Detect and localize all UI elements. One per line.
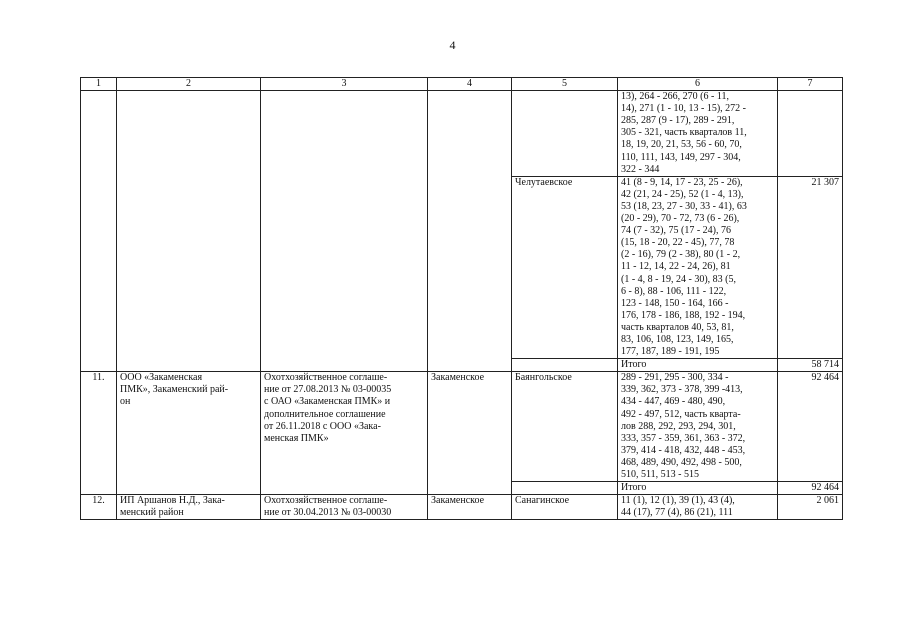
row-number-cell [81,91,117,372]
column-number: 4 [428,78,512,91]
quarters-cell: 11 (1), 12 (1), 39 (1), 43 (4), 44 (17), 77 (4), 86 (21), 111 [618,495,778,520]
forestry-cell [512,359,618,372]
area-cell: 21 307 [778,176,843,358]
quarters-cell: 13), 264 - 266, 270 (6 - 11, 14), 271 (1 - 10, 13 - 15), 272 - 285, 287 (9 - 17), 289 - 291, 305 - 321, часть кварталов 11, 18, 19, 20, 21, 53, 56 - 60, 70, 110, 111, 143, 149, 297 - 304, 322 - 344 [618,91,778,177]
district-cell: Закаменское [428,372,512,495]
agreement-cell: Охотхозяйственное соглаше- ние от 27.08.2013 № 03-00035 с ОАО «Закаменская ПМК» и дополнительное соглашение от 26.11.2018 с ООО «Зака- менская ПМК» [261,372,428,495]
column-number: 7 [778,78,843,91]
forestry-cell [512,482,618,495]
agreement-cell: Охотхозяйственное соглаше- ние от 30.04.2013 № 03-00030 [261,495,428,520]
total-area: 92 464 [778,482,843,495]
column-number: 2 [117,78,261,91]
column-number: 5 [512,78,618,91]
row-number-cell: 11. [81,372,117,495]
page-number: 4 [449,38,456,52]
row-number-cell: 12. [81,495,117,520]
area-cell: 2 061 [778,495,843,520]
table-row [81,495,843,520]
forestry-cell [512,91,618,177]
area-cell: 92 464 [778,372,843,482]
district-cell [428,91,512,372]
column-number-row [81,78,843,91]
hunting-grounds-table [80,77,843,520]
district-cell: Закаменское [428,495,512,520]
total-label: Итого [618,359,778,372]
forestry-cell: Челутаевское [512,176,618,358]
user-cell [117,91,261,372]
total-label: Итого [618,482,778,495]
quarters-cell: 41 (8 - 9, 14, 17 - 23, 25 - 26), 42 (21, 24 - 25), 52 (1 - 4, 13), 53 (18, 23, 27 - 30, 33 - 41), 63 (20 - 29), 70 - 72, 73 (6 - 26), 74 (7 - 32), 75 (17 - 24), 76 (15, 18 - 20, 22 - 45), 77, 78 (2 - 16), 79 (2 - 38), 80 (1 - 2, 11 - 12, 14, 22 - 24, 26), 81 (1 - 4, 8 - 19, 24 - 30), 83 (5, 6 - 8), 88 - 106, 111 - 122, 123 - 148, 150 - 164, 166 - 176, 178 - 186, 188, 192 - 194, часть кварталов 40, 53, 81, 83, 106, 108, 123, 149, 165, 177, 187, 189 - 191, 195 [618,176,778,358]
forestry-cell: Санагинское [512,495,618,520]
total-area: 58 714 [778,359,843,372]
area-cell [778,91,843,177]
quarters-cell: 289 - 291, 295 - 300, 334 - 339, 362, 373 - 378, 399 -413, 434 - 447, 469 - 480, 490, 492 - 497, 512, часть кварта- лов 288, 292, 293, 294, 301, 333, 357 - 359, 361, 363 - 372, 379, 414 - 418, 432, 448 - 453, 468, 489, 490, 492, 498 - 500, 510, 511, 513 - 515 [618,372,778,482]
table-row [81,91,843,177]
user-cell: ООО «Закаменская ПМК», Закаменский рай- он [117,372,261,495]
agreement-cell [261,91,428,372]
column-number: 3 [261,78,428,91]
user-cell: ИП Аршанов Н.Д., Зака- менский район [117,495,261,520]
forestry-cell: Баянгольское [512,372,618,482]
column-number: 6 [618,78,778,91]
column-number: 1 [81,78,117,91]
table-row [81,372,843,482]
